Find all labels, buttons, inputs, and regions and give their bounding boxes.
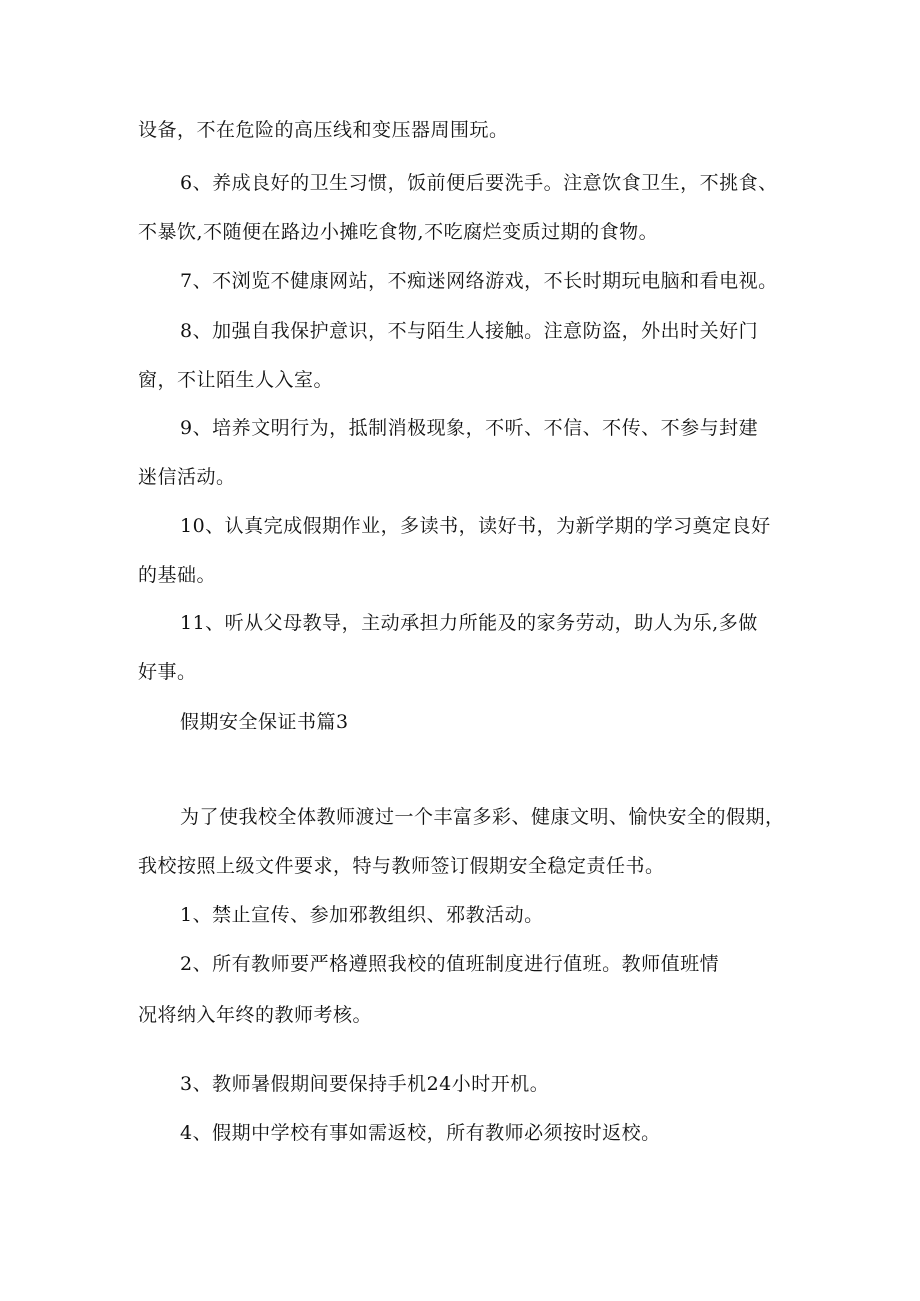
text-line: 10、认真完成假期作业，多读书，读好书，为新学期的学习奠定良好 bbox=[180, 515, 771, 537]
section-heading: 假期安全保证书篇3 bbox=[180, 711, 349, 733]
text-line: 为了使我校全体教师渡过一个丰富多彩、健康文明、愉快安全的假期， bbox=[180, 806, 785, 828]
text-line: 1、禁止宣传、参加邪教组织、邪教活动。 bbox=[180, 904, 544, 926]
text-line: 迷信活动。 bbox=[138, 466, 236, 488]
text-line: 3、教师暑假期间要保持手机24小时开机。 bbox=[180, 1073, 550, 1095]
text-line: 窗，不让陌生人入室。 bbox=[138, 369, 334, 391]
text-line: 设备，不在危险的高压线和变压器周围玩。 bbox=[138, 119, 509, 141]
text-line: 9、培养文明行为，抵制消极现象，不听、不信、不传、不参与封建 bbox=[180, 417, 759, 439]
text-line: 好事。 bbox=[138, 661, 197, 683]
text-line: 11、听从父母教导，主动承担力所能及的家务劳动，助人为乐,多做 bbox=[180, 612, 758, 634]
text-line: 4、假期中学校有事如需返校，所有教师必须按时返校。 bbox=[180, 1122, 661, 1144]
text-line: 不暴饮,不随便在路边小摊吃食物,不吃腐烂变质过期的食物。 bbox=[138, 221, 659, 243]
text-line: 况将纳入年终的教师考核。 bbox=[138, 1004, 373, 1026]
text-line: 8、加强自我保护意识，不与陌生人接触。注意防盗，外出时关好门 bbox=[180, 320, 759, 342]
text-line: 7、不浏览不健康网站，不痴迷网络游戏，不长时期玩电脑和看电视。 bbox=[180, 270, 778, 292]
text-line: 的基础。 bbox=[138, 564, 217, 586]
text-line: 2、所有教师要严格遵照我校的值班制度进行值班。教师值班情 bbox=[180, 953, 720, 975]
text-line: 6、养成良好的卫生习惯，饭前便后要洗手。注意饮食卫生，不挑食、 bbox=[180, 172, 778, 194]
text-line: 我校按照上级文件要求，特与教师签订假期安全稳定责任书。 bbox=[138, 855, 665, 877]
